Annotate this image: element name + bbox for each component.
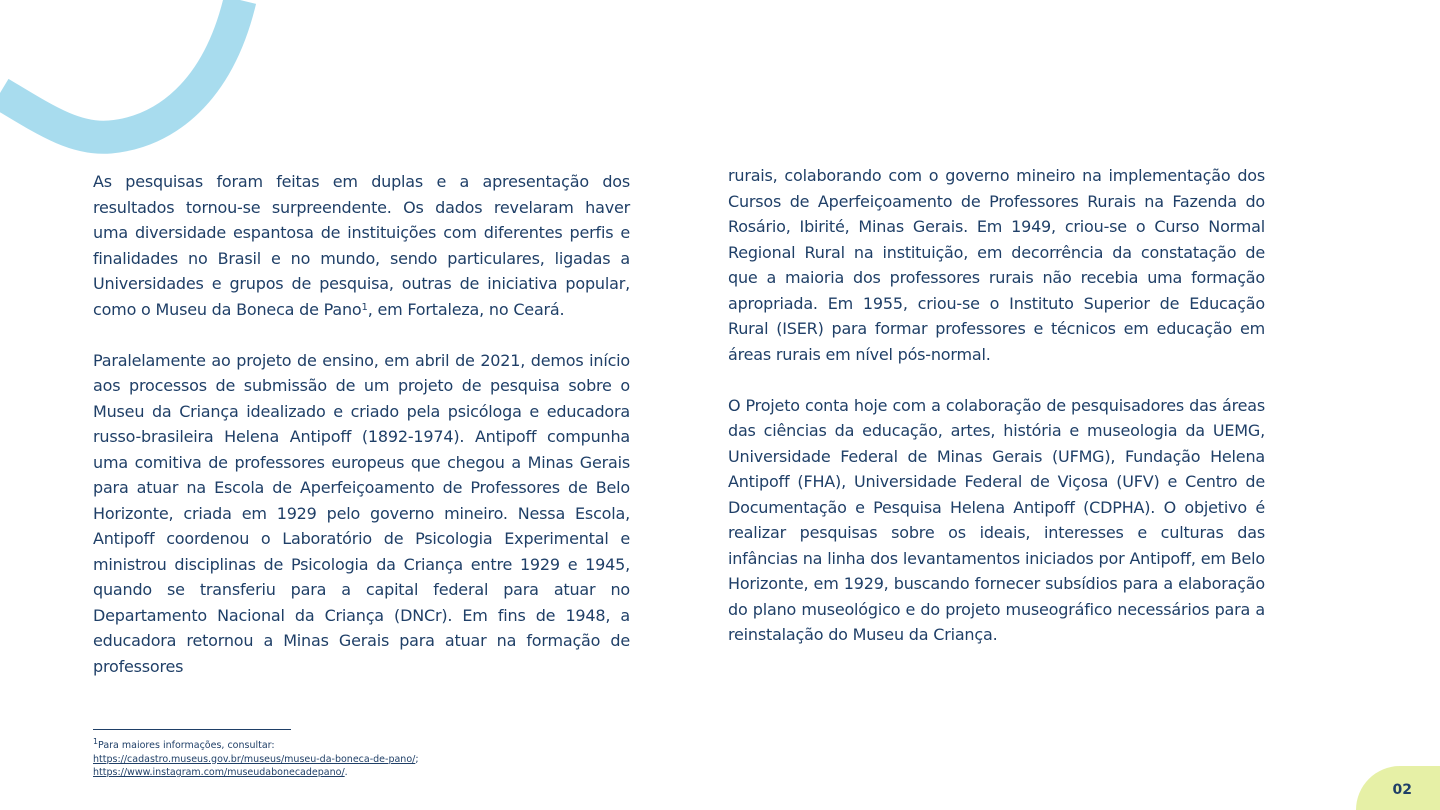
footnote-link-cadastro[interactable]: https://cadastro.museus.gov.br/museus/museu-da-boneca-de-pano/ <box>93 753 416 765</box>
paragraph-pesquisas-text: As pesquisas foram feitas em duplas e a apresentação dos resultados tornou-se surpreendente. Os dados revelaram haver uma diversidade espantosa de instituições com diferentes perfis e finalidades no Brasil e no mundo, sendo particulares, ligadas a Universidades e grupos de pesquisa, outras de iniciativa popular, como o Museu da Boneca de Pano <box>93 172 630 319</box>
footnote-link-instagram[interactable]: https://www.instagram.com/museudabonecadepano/ <box>93 767 345 779</box>
footnote-reference[interactable]: 1 <box>361 301 368 313</box>
paragraph-pesquisas <box>93 169 630 322</box>
paragraph-projeto-ensino: Paralelamente ao projeto de ensino, em abril de 2021, demos início aos processos de submissão de um projeto de pesquisa sobre o Museu da Criança idealizado e criado pela psicóloga e educadora russo-brasileira Helena Antipoff (1892-1974). Antipoff compunha uma comitiva de professores europeus que chegou a Minas Gerais para atuar na Escola de Aperfeiçoamento de Professores de Belo Horizonte, criada em 1929 pelo governo mineiro. Nessa Escola, Antipoff coordenou o Laboratório de Psicologia Experimental e ministrou disciplinas de Psicologia da Criança entre 1929 e 1945, quando se transferiu para a capital federal para atuar no Departamento Nacional da Criança (DNCr). Em fins de 1948, a educadora retornou a Minas Gerais para atuar na formação de professores <box>93 350 630 676</box>
left-column <box>93 169 630 679</box>
footnote-marker: 1 <box>93 737 99 746</box>
page-number: 02 <box>1392 782 1412 798</box>
paragraph-pesquisas-tail: , em Fortaleza, no Ceará. <box>367 299 565 319</box>
footnote-separator: ; <box>415 753 419 765</box>
footnote-divider <box>93 729 291 730</box>
right-column <box>728 163 1265 648</box>
paragraph-projeto-colaboracao: O Projeto conta hoje com a colaboração de pesquisadores das áreas das ciências da educação, artes, história e museologia da UEMG, Universidade Federal de Minas Gerais (UFMG), Fundação Helena Antipoff (FHA), Universidade Federal de Viçosa (UFV) e Centro de Documentação e Pesquisa Helena Antipoff (CDPHA). O objetivo é realizar pesquisas sobre os ideais, interesses e culturas das infâncias na linha dos levantamentos iniciados por Antipoff, em Belo Horizonte, em 1929, buscando fornecer subsídios para a elaboração do plano museológico e do projeto museográfico necessários para a reinstalação do Museu da Criança. <box>728 395 1265 644</box>
footnote <box>93 735 423 780</box>
paragraph-rurais: rurais, colaborando com o governo mineiro na implementação dos Cursos de Aperfeiçoamento de Professores Rurais na Fazenda do Rosário, Ibirité, Minas Gerais. Em 1949, criou-se o Curso Normal Regional Rural na instituição, em decorrência da constatação de que a maioria dos professores rurais não recebia uma formação apropriada. Em 1955, criou-se o Instituto Superior de Educação Rural (ISER) para formar professores e técnicos em educação em áreas rurais em nível pós-normal. <box>728 166 1265 364</box>
arc-decoration-icon <box>0 0 280 170</box>
footnote-end: . <box>344 767 348 779</box>
footnote-intro: Para maiores informações, consultar: <box>98 740 275 752</box>
